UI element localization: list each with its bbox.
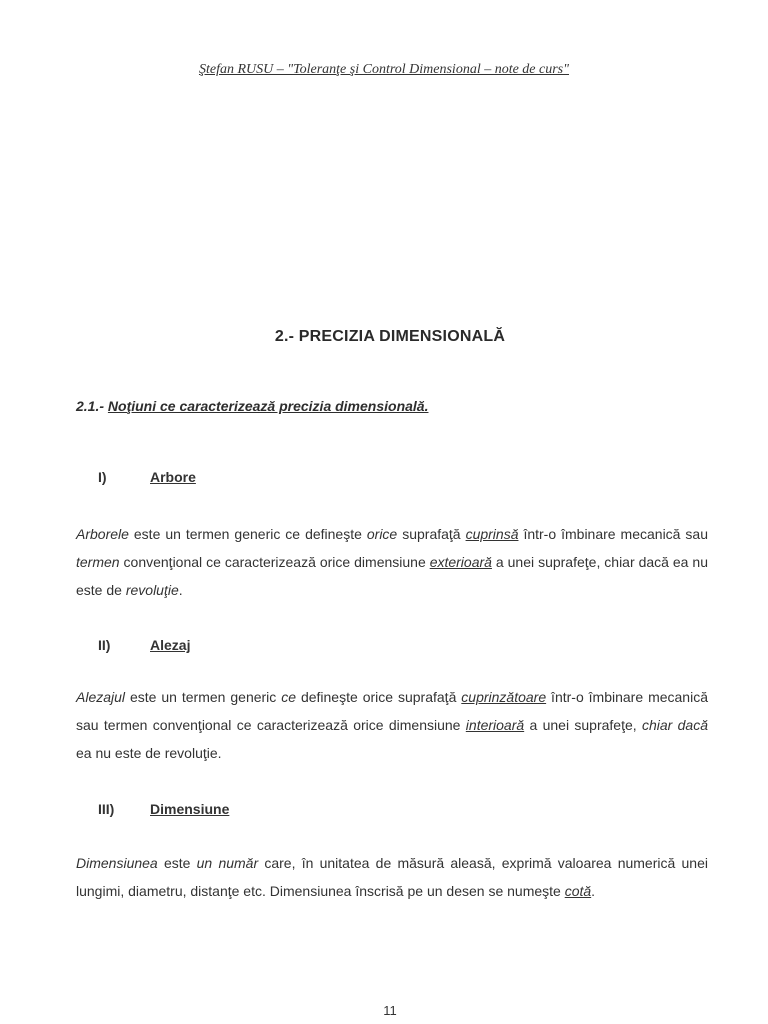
text-run: .	[178, 582, 183, 598]
item-heading-dimensiune	[98, 801, 229, 817]
emphasis-cuprinsa: cuprinsă	[465, 526, 519, 542]
text-run: .	[591, 883, 596, 899]
running-header	[0, 62, 768, 78]
section-number: 2.1.-	[76, 398, 105, 414]
emphasis-exterioara: exterioară	[429, 554, 492, 570]
paragraph-dimensiune	[76, 849, 708, 905]
text-run: a unei suprafeţe,	[524, 717, 642, 733]
text-run-italic: orice	[366, 526, 398, 542]
text-run-italic: revoluţie	[125, 582, 179, 598]
running-header-text: Ştefan RUSU – "Toleranţe şi Control Dimensional – note de curs"	[198, 62, 570, 77]
item-numeral: I)	[98, 469, 107, 485]
item-label: Alezaj	[150, 637, 191, 653]
item-label: Arbore	[150, 469, 196, 485]
text-run: defineşte orice suprafaţă	[296, 689, 462, 705]
text-run: este un termen generic ce defineşte	[128, 526, 367, 542]
item-numeral: II)	[98, 637, 111, 653]
text-run: ea nu este de revoluţie.	[76, 745, 222, 761]
emphasis-interioara: interioară	[465, 717, 525, 733]
text-run-italic: un număr	[196, 855, 259, 871]
text-run: convenţional ce caracterizează orice dimensiune	[119, 554, 430, 570]
text-run: într-o îmbinare mecanică sau termen convenţional ce caracterizează orice dimensiune	[76, 689, 708, 733]
text-run-italic: ce	[281, 689, 297, 705]
text-run: suprafaţă	[397, 526, 466, 542]
section-title-text: Noţiuni ce caracterizează precizia dimensională.	[107, 398, 429, 414]
text-run: într-o îmbinare mecanică sau	[518, 526, 709, 542]
chapter-title: 2.- PRECIZIA DIMENSIONALĂ	[274, 328, 506, 345]
term-alezajul: Alezajul	[76, 689, 126, 705]
section-title	[76, 398, 428, 414]
emphasis-cota: cotă	[564, 883, 592, 899]
text-run-italic: chiar dacă	[641, 717, 709, 733]
item-numeral: III)	[98, 801, 115, 817]
item-label: Dimensiune	[150, 801, 230, 817]
emphasis-cuprinzatoare: cuprinzătoare	[461, 689, 547, 705]
text-run: este	[157, 855, 197, 871]
term-dimensiunea: Dimensiunea	[76, 855, 158, 871]
text-run: a unei suprafeţe, chiar dacă ea nu este de	[76, 554, 708, 598]
text-run: este un termen generic	[125, 689, 282, 705]
paragraph-alezaj	[76, 683, 708, 767]
item-heading-alezaj	[98, 637, 190, 653]
paragraph-arbore	[76, 520, 708, 604]
text-run: care, în unitatea de măsură aleasă, exprimă valoarea numerică unei lungimi, diametru, distanţe etc. Dimensiunea înscrisă pe un desen se numeşte	[76, 855, 708, 899]
item-heading-arbore	[98, 469, 196, 485]
text-run-italic: termen	[76, 554, 120, 570]
term-arborele: Arborele	[76, 526, 129, 542]
page-number: 11	[383, 1003, 397, 1018]
